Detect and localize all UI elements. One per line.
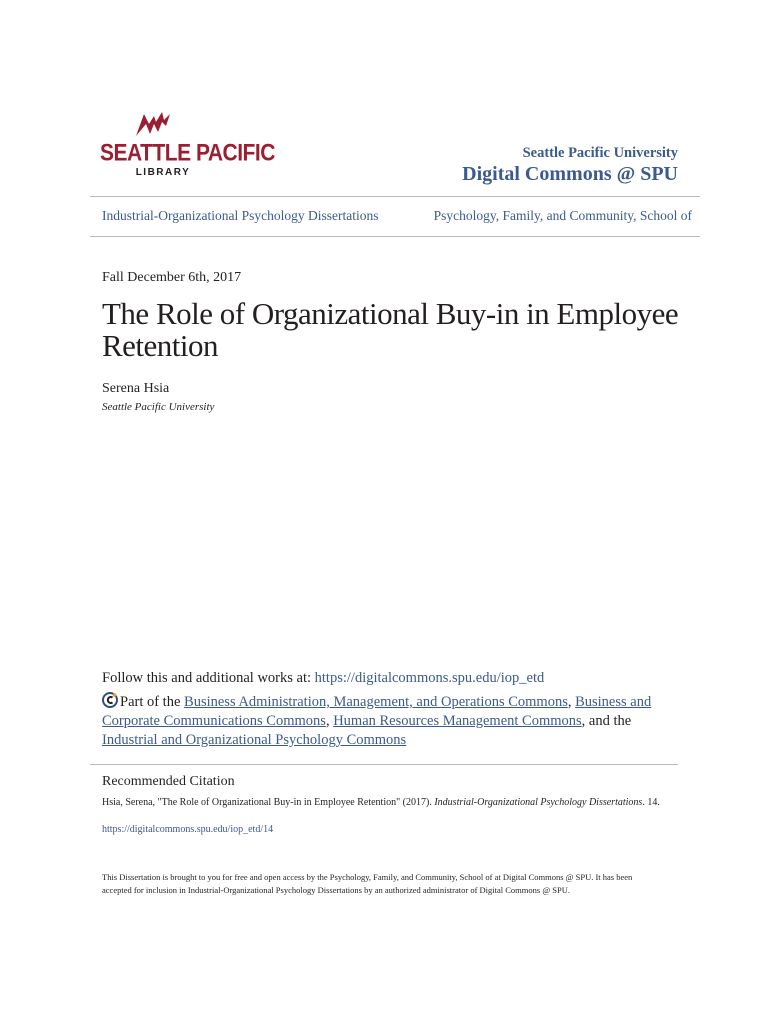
divider	[90, 196, 700, 197]
university-link[interactable]: Seattle Pacific University	[522, 145, 678, 161]
follow-label: Follow this and additional works at:	[102, 670, 312, 686]
spu-flame-icon	[122, 110, 202, 138]
commons-link-iop[interactable]: Industrial and Organizational Psychology Commons	[102, 732, 407, 748]
institution-block	[462, 145, 678, 186]
citation-link[interactable]: https://digitalcommons.spu.edu/iop_etd/14	[102, 824, 274, 835]
collection-link-school[interactable]: Psychology, Family, and Community, School of	[433, 208, 692, 223]
citation-text	[102, 796, 662, 809]
commons-link-hr[interactable]: Human Resources Management Commons	[333, 713, 582, 729]
divider	[90, 764, 678, 765]
citation-journal: Industrial-Organizational Psychology Dissertations	[434, 797, 643, 808]
separator: ,	[325, 713, 330, 729]
publication-date: Fall December 6th, 2017	[102, 270, 242, 285]
repository-link[interactable]: Digital Commons @ SPU	[462, 163, 678, 185]
logo-sub: LIBRARY	[135, 167, 191, 178]
access-statement: This Dissertation is brought to you for free and open access by the Psychology, Family, and Community, School of at Digital Commons @ SPU. It has been accepted for inclusion in Industrial-Organizational Psychology Dissertations by an authorized administrator of Digital Commons @ SPU.	[102, 872, 633, 895]
and-the: , and the	[581, 713, 632, 729]
spu-library-logo[interactable]	[100, 110, 275, 180]
citation-body: Hsia, Serena, "The Role of Organizational Buy-in in Employee Retention" (2017).	[102, 797, 432, 808]
follow-line	[102, 670, 544, 687]
divider	[90, 236, 700, 237]
collection-link-iop[interactable]: Industrial-Organizational Psychology Dissertations	[102, 208, 379, 223]
author-name: Serena Hsia	[102, 381, 170, 396]
citation-number: . 14.	[642, 797, 660, 808]
author-affiliation: Seattle Pacific University	[102, 401, 215, 413]
citation-heading: Recommended Citation	[102, 774, 235, 789]
part-of-block	[102, 692, 662, 750]
part-of-prefix: Part of the	[120, 694, 181, 710]
commons-link-business-comm[interactable]: Business and Corporate Communications Commons	[102, 694, 652, 729]
follow-link[interactable]: https://digitalcommons.spu.edu/iop_etd	[314, 670, 545, 686]
logo-name: SEATTLE PACIFIC	[100, 140, 275, 167]
creative-commons-icon	[102, 692, 118, 708]
paper-title: The Role of Organizational Buy-in in Employee Retention	[102, 296, 679, 363]
commons-link-business-admin[interactable]: Business Administration, Management, and Operations Commons	[184, 694, 568, 710]
separator: ,	[567, 694, 572, 710]
